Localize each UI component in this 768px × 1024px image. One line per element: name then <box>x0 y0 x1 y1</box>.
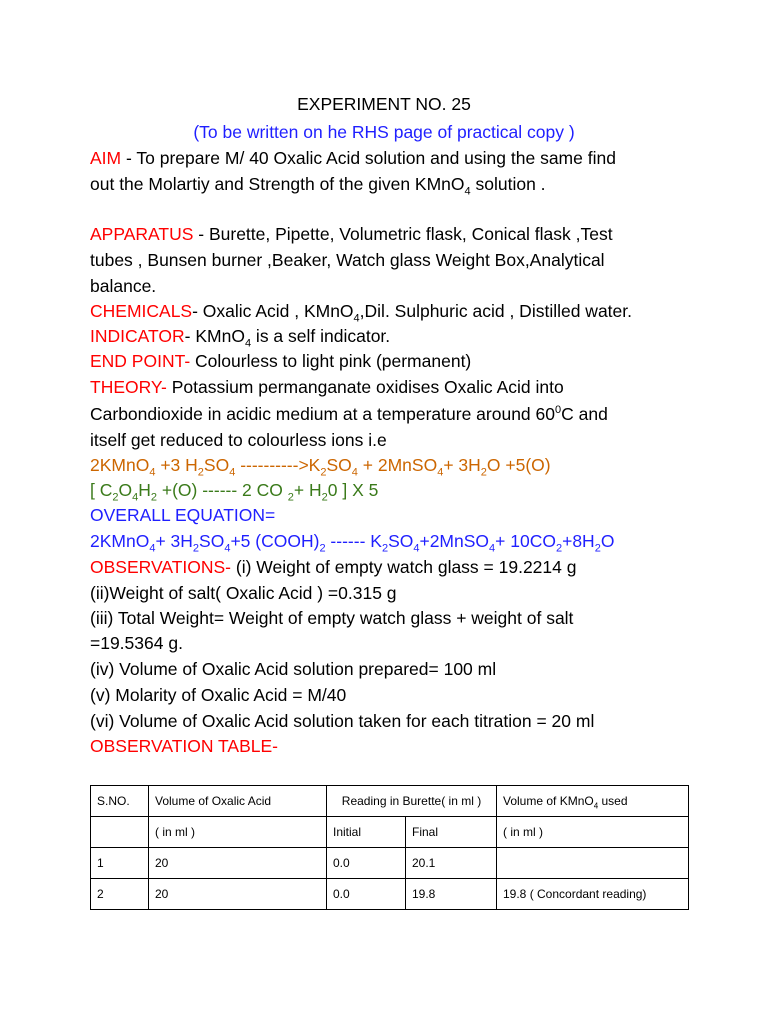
reaction-equation-2: [ $C_2O_4H_2 +(O)$ ------ 2 CO $_2+ H_20$ ] X 5 <box>90 480 379 504</box>
aim-line-1: AIM - To prepare M/ 40 Oxalic Acid solution and using the same find <box>90 148 616 168</box>
observations-line-4: =19.5364 g. <box>90 633 183 653</box>
observations-line-3: (iii) Total Weight= Weight of empty watch glass + weight of salt <box>90 608 574 628</box>
observations-line-7: (vi) Volume of Oxalic Acid solution taken for each titration = 20 ml <box>90 711 595 731</box>
theory-label: THEORY- <box>90 377 167 397</box>
reaction-equation-1: 2KMnO$_4$ +3 $H_2SO_4$ $---------->K_2SO_4$ + 2MnSO$_4$+ $3H_2O +5(O)$ <box>90 455 551 479</box>
header-volume: Volume of Oxalic Acid <box>149 786 327 817</box>
apparatus-label: APPARATUS <box>90 224 194 244</box>
overall-equation-label: OVERALL EQUATION= <box>90 505 276 525</box>
experiment-title: EXPERIMENT NO. 25 <box>297 94 471 114</box>
header-sno: S.NO. <box>91 786 149 817</box>
indicator-label: INDICATOR <box>90 326 185 346</box>
unit-kmno4: ( in ml ) <box>497 817 689 848</box>
table-row: 1 20 0.0 20.1 <box>91 848 689 879</box>
theory-line-1: THEORY- Potassium permanganate oxidises Oxalic Acid into <box>90 377 564 397</box>
indicator-line: INDICATOR- KMnO$_4$ is a self indicator. <box>90 326 391 350</box>
aim-label: AIM <box>90 148 122 168</box>
observation-table-label: OBSERVATION TABLE- <box>90 736 279 756</box>
observations-line-1: OBSERVATIONS- (i) Weight of empty watch glass = 19.2214 g <box>90 557 577 577</box>
unit-volume: ( in ml ) <box>149 817 327 848</box>
apparatus-line-1: APPARATUS - Burette, Pipette, Volumetric flask, Conical flask ,Test <box>90 224 613 244</box>
observations-label: OBSERVATIONS- <box>90 557 231 577</box>
experiment-subtitle: (To be written on he RHS page of practical copy ) <box>193 122 575 142</box>
end-point-line: END POINT- Colourless to light pink (permanent) <box>90 351 472 371</box>
unit-initial: Initial <box>327 817 406 848</box>
apparatus-line-2: tubes , Bunsen burner ,Beaker, Watch glass Weight Box,Analytical <box>90 250 605 270</box>
chemicals-line: CHEMICALS- Oxalic Acid , KMnO$_4$,Dil. Sulphuric acid , Distilled water. <box>90 301 632 325</box>
header-reading: Reading in Burette( in ml ) <box>327 786 497 817</box>
theory-line-2: Carbondioxide in acidic medium at a temperature around $60^0C$ and <box>90 404 608 424</box>
observations-line-2: (ii)Weight of salt( Oxalic Acid ) =0.315 g <box>90 583 397 603</box>
theory-line-3: itself get reduced to colourless ions i.e <box>90 430 387 450</box>
table-units-row <box>91 817 689 848</box>
aim-line-2: out the Molartiy and Strength of the given KMnO$_4$ solution . <box>90 174 546 198</box>
observation-table <box>90 785 689 910</box>
table-row: 2 20 0.0 19.8 19.8 ( Concordant reading) <box>91 879 689 910</box>
unit-final: Final <box>406 817 497 848</box>
observations-line-6: (v) Molarity of Oxalic Acid = M/40 <box>90 685 347 705</box>
chemicals-label: CHEMICALS <box>90 301 193 321</box>
apparatus-line-3: balance. <box>90 276 157 296</box>
table-header-row <box>91 786 689 817</box>
end-point-label: END POINT- <box>90 351 191 371</box>
overall-equation: 2KMnO$_4$+ $3H_2SO_4+5$ $(COOH)_2$ ------ $K_2SO_4+2MnSO_4+ 10CO_2+8H_2O$ <box>90 531 615 555</box>
observations-line-5: (iv) Volume of Oxalic Acid solution prepared= 100 ml <box>90 659 497 679</box>
header-kmno4: Volume of KMnO$_4$ used <box>497 786 689 817</box>
